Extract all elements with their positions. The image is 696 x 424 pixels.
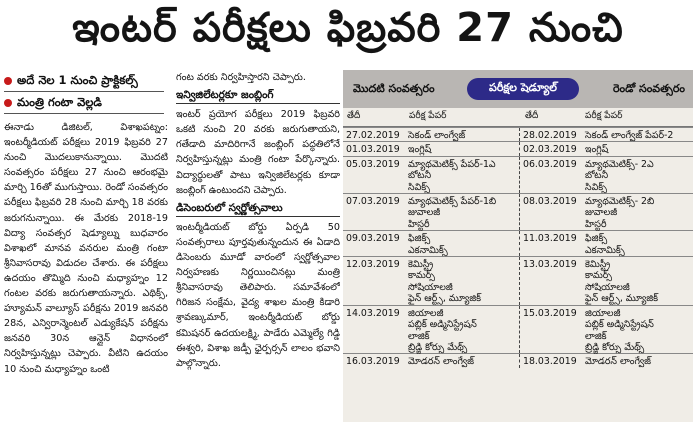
article-body bbox=[4, 70, 340, 422]
exam-date-text: 06.03.2019 bbox=[523, 158, 577, 170]
exam-paper-text: మ్యాథమెటిక్స్ పేపర్-1బి bbox=[408, 196, 497, 208]
exam-paper-text: బోటనీ bbox=[585, 170, 609, 182]
schedule-row bbox=[343, 257, 693, 306]
exam-date bbox=[520, 142, 583, 156]
exam-paper-text: హిస్టరీ bbox=[585, 218, 607, 230]
exam-paper-text: లాజిక్ bbox=[408, 330, 430, 342]
article-column-1 bbox=[4, 70, 168, 377]
exam-date bbox=[520, 156, 583, 193]
exam-paper-text: ఫిజిక్స్ bbox=[408, 233, 431, 245]
exam-paper-text: ఇంగ్లిష్ bbox=[585, 144, 609, 156]
exam-date bbox=[520, 231, 583, 257]
exam-date bbox=[343, 305, 405, 354]
exam-paper-text: ఫిజిక్స్ bbox=[585, 233, 608, 245]
exam-paper bbox=[582, 305, 693, 354]
exam-date-text: 27.02.2019 bbox=[346, 130, 400, 141]
exam-paper bbox=[405, 128, 520, 142]
exam-date bbox=[343, 142, 405, 156]
second-year-label: రెండో సంవత్సరం bbox=[612, 82, 685, 95]
exam-paper-text: ఫైన్ ఆర్ట్స్, మ్యూజిక్ bbox=[585, 293, 659, 305]
exam-paper-text: మోడరన్ లాంగ్వేజ్ bbox=[408, 356, 475, 368]
exam-paper-text: ఇంగ్లిష్ bbox=[408, 144, 432, 156]
exam-paper-text: సివిక్స్ bbox=[408, 181, 430, 193]
exam-paper-text: జియాలజీ bbox=[585, 307, 621, 319]
exam-date-text: 28.02.2019 bbox=[523, 130, 577, 141]
exam-date bbox=[343, 354, 405, 368]
exam-paper bbox=[582, 231, 693, 257]
date-label: తేదీ bbox=[525, 111, 539, 121]
exam-paper-text: బ్రిడ్జి కోర్సు మేథ్స్ bbox=[585, 341, 645, 353]
exam-paper-text: కెమిస్ట్రీ bbox=[585, 259, 611, 271]
exam-paper-text: పబ్లిక్ అడ్మినిస్ట్రేషన్ bbox=[408, 319, 477, 331]
schedule-header bbox=[343, 70, 693, 108]
exam-paper-text: కామర్స్ bbox=[585, 270, 612, 282]
exam-paper-text: జువాలజీ bbox=[585, 207, 618, 219]
exam-date bbox=[343, 257, 405, 306]
date-label: తేదీ bbox=[347, 111, 361, 121]
exam-paper bbox=[405, 257, 520, 306]
exam-date bbox=[520, 305, 583, 354]
exam-paper bbox=[582, 354, 693, 368]
exam-date bbox=[343, 194, 405, 231]
bullet-dot-icon bbox=[4, 77, 12, 85]
exam-date-text: 09.03.2019 bbox=[346, 233, 400, 245]
exam-paper bbox=[405, 354, 520, 368]
exam-date-text: 02.03.2019 bbox=[523, 144, 577, 156]
exam-paper-text: కామర్స్ bbox=[408, 270, 435, 282]
schedule-badge: పరీక్షల షెడ్యూల్ bbox=[467, 78, 579, 100]
exam-paper-text: బ్రిడ్జి కోర్సు మేథ్స్ bbox=[408, 341, 468, 353]
schedule-row bbox=[343, 231, 693, 257]
schedule-row bbox=[343, 305, 693, 354]
exam-date-text: 05.03.2019 bbox=[346, 158, 400, 170]
exam-date-text: 13.03.2019 bbox=[523, 259, 577, 271]
article-paragraph: ఇంటర్ ప్రయోగ పరీక్షలు 2019 ఫిబ్రవరి ఒకటి నుంచి 20 వరకు జరుగుతాయని, గతేడాది మాదిరిగానే జంబ్లింగ్ పద్ధతిలోనే నిర్వహిస్తున్నట్లు మంత్రి గంటా పేర్కొన్నారు. విద్యార్థులతో పాటు ఇన్విజిలేటర్లకు కూడా జంబ్లింగ్ ఉంటుందని చెప్పారు. bbox=[176, 109, 340, 196]
exam-date bbox=[520, 354, 583, 368]
schedule-table bbox=[343, 127, 693, 368]
bullet-dot-icon bbox=[4, 99, 12, 107]
headline: ఇంటర్ పరీక్షలు ఫిబ్రవరి 27 నుంచి bbox=[72, 5, 624, 51]
exam-paper bbox=[405, 231, 520, 257]
exam-paper bbox=[405, 142, 520, 156]
schedule-row bbox=[343, 156, 693, 193]
subheading: ఇన్విజిలేటర్లకూ జంబ్లింగ్ bbox=[176, 88, 340, 104]
schedule-row bbox=[343, 194, 693, 231]
exam-paper-text: మ్యాథమెటిక్స్ పేపర్-1ఎ bbox=[408, 158, 496, 170]
bullet-list bbox=[4, 70, 168, 114]
exam-paper bbox=[582, 194, 693, 231]
schedule-box bbox=[343, 70, 693, 422]
exam-paper bbox=[405, 194, 520, 231]
exam-paper-text: సివిక్స్ bbox=[585, 181, 607, 193]
schedule-row bbox=[343, 128, 693, 142]
exam-date bbox=[520, 128, 583, 142]
exam-paper bbox=[582, 257, 693, 306]
exam-date-text: 01.03.2019 bbox=[346, 144, 400, 156]
exam-paper bbox=[582, 142, 693, 156]
exam-paper-text: హిస్టరీ bbox=[408, 218, 430, 230]
article-paragraph: గంట వరకు నిర్వహిస్తారని చెప్పారు. bbox=[176, 72, 306, 83]
exam-date-text: 07.03.2019 bbox=[346, 196, 400, 208]
exam-date-text: 11.03.2019 bbox=[523, 233, 577, 245]
exam-paper bbox=[582, 156, 693, 193]
exam-paper-text: ఎకనామిక్స్ bbox=[408, 244, 448, 256]
exam-paper-text: సోషియాలజీ bbox=[408, 281, 453, 293]
exam-date-text: 14.03.2019 bbox=[346, 307, 400, 319]
exam-paper-text: మ్యాథమెటిక్స్- 2ఎ bbox=[585, 158, 654, 170]
exam-paper-text: సెకండ్ లాంగ్వేజ్ పేపర్-2 bbox=[585, 130, 674, 141]
paper-label: పరీక్ష పేపర్ bbox=[585, 111, 623, 121]
exam-date bbox=[520, 257, 583, 306]
exam-paper-text: సోషియాలజీ bbox=[585, 281, 630, 293]
exam-date bbox=[343, 231, 405, 257]
article-paragraph: ఈనాడు డిజిటల్, విశాఖపట్నం: ఇంటర్మీడియట్ పరీక్షలు 2019 ఫిబ్రవరి 27 నుంచి మొదలుకానున్నాయి. మొదటి సంవత్సరం పరీక్షలు 27 నుంచి ఆరంభమై మార్చి 16తో ముగుస్తాయి. రెండో సంవత్సరం పరీక్షలు ఫిబ్రవరి 28 నుంచి మార్చి 18 వరకు జరుగనున్నాయి. ఈ మేరకు 2018-19 విద్యా సంవత్సర షెడ్యూల్ను బుధవారం విశాఖలో మానవ వనరుల మంత్రి గంటా శ్రీనివాసరావు విడుదల చేశారు. ఈ పరీక్షలు ఉదయం తొమ్మిది నుంచి మధ్యాహ్నం 12 గంటల వరకు జరుగుతాయన్నారు. ఎథిక్స్, హ్యూమన్ వాల్యూస్ పరీక్షను 2019 జనవరి 28న, ఎన్విరాన్మెంటల్ ఎడ్యుకేషన్ పరీక్షను జనవరి 30న ఆన్లైన్ విధానంలో నిర్వహిస్తున్నట్లు చెప్పారు. వీటిని ఉదయం 10 నుంచి మధ్యాహ్నం ఒంటి bbox=[4, 122, 168, 375]
exam-date-text: 15.03.2019 bbox=[523, 307, 577, 319]
exam-paper-text: కెమిస్ట్రీ bbox=[408, 259, 434, 271]
exam-paper bbox=[405, 305, 520, 354]
schedule-subheader bbox=[343, 108, 693, 127]
exam-paper-text: బోటనీ bbox=[408, 170, 432, 182]
exam-date-text: 16.03.2019 bbox=[346, 356, 400, 368]
exam-date-text: 12.03.2019 bbox=[346, 259, 400, 271]
subheading: డిసెంబరులో స్వర్ణోత్సవాలు bbox=[176, 201, 340, 217]
exam-paper bbox=[582, 128, 693, 142]
exam-paper-text: ఎకనామిక్స్ bbox=[585, 244, 625, 256]
exam-date bbox=[343, 128, 405, 142]
article-paragraph: ఇంటర్మీడియట్ బోర్డు ఏర్పడి 50 సంవత్సరాలు పూర్తవుతున్నందున ఈ ఏడాది డిసెంబరు మూడో వారంలో స్వర్ణోత్సవాల నిర్వహణకు నిర్ణయించినట్లు మంత్రి శ్రీనివాసరావు తెలిపారు. సమావేశంలో గిరిజన సంక్షేమ, వైద్య శాఖల మంత్రి కిడారి శ్రావణ్కుమార్, ఇంటర్మీడియట్ బోర్డు కమిషనర్ ఉదయలక్ష్మి, పాడేరు ఎమ్మెల్యే గిడ్డి ఈశ్వరి, విశాఖ జడ్పీ ఛైర్పర్సన్ లాలం భవాని పాల్గొన్నారు. bbox=[176, 221, 340, 369]
exam-paper-text: మ్యాథమెటిక్స్- 2బి bbox=[585, 196, 655, 208]
exam-paper-text: మోడరన్ లాంగ్వేజ్ bbox=[585, 356, 652, 368]
exam-paper-text: జువాలజీ bbox=[408, 207, 441, 219]
exam-date bbox=[520, 194, 583, 231]
first-year-label: మొదటి సంవత్సరం bbox=[353, 82, 435, 95]
exam-date-text: 18.03.2019 bbox=[523, 356, 577, 368]
exam-paper-text: సెకండ్ లాంగ్వేజ్ bbox=[408, 130, 466, 141]
exam-paper-text: పబ్లిక్ అడ్మినిస్ట్రేషన్ bbox=[585, 319, 654, 331]
exam-paper bbox=[405, 156, 520, 193]
exam-date-text: 08.03.2019 bbox=[523, 196, 577, 208]
schedule-row bbox=[343, 142, 693, 156]
bullet-item: అదే నెల 1 నుంచి ప్రాక్టికల్స్ bbox=[4, 70, 164, 92]
article-column-2 bbox=[176, 70, 340, 377]
bullet-item: మంత్రి గంటా వెల్లడి bbox=[4, 92, 164, 114]
schedule-row bbox=[343, 354, 693, 368]
exam-date bbox=[343, 156, 405, 193]
exam-paper-text: ఫైన్ ఆర్ట్స్, మ్యూజిక్ bbox=[408, 293, 482, 305]
paper-label: పరీక్ష పేపర్ bbox=[409, 111, 447, 121]
exam-paper-text: లాజిక్ bbox=[585, 330, 607, 342]
exam-paper-text: జియాలజీ bbox=[408, 307, 444, 319]
